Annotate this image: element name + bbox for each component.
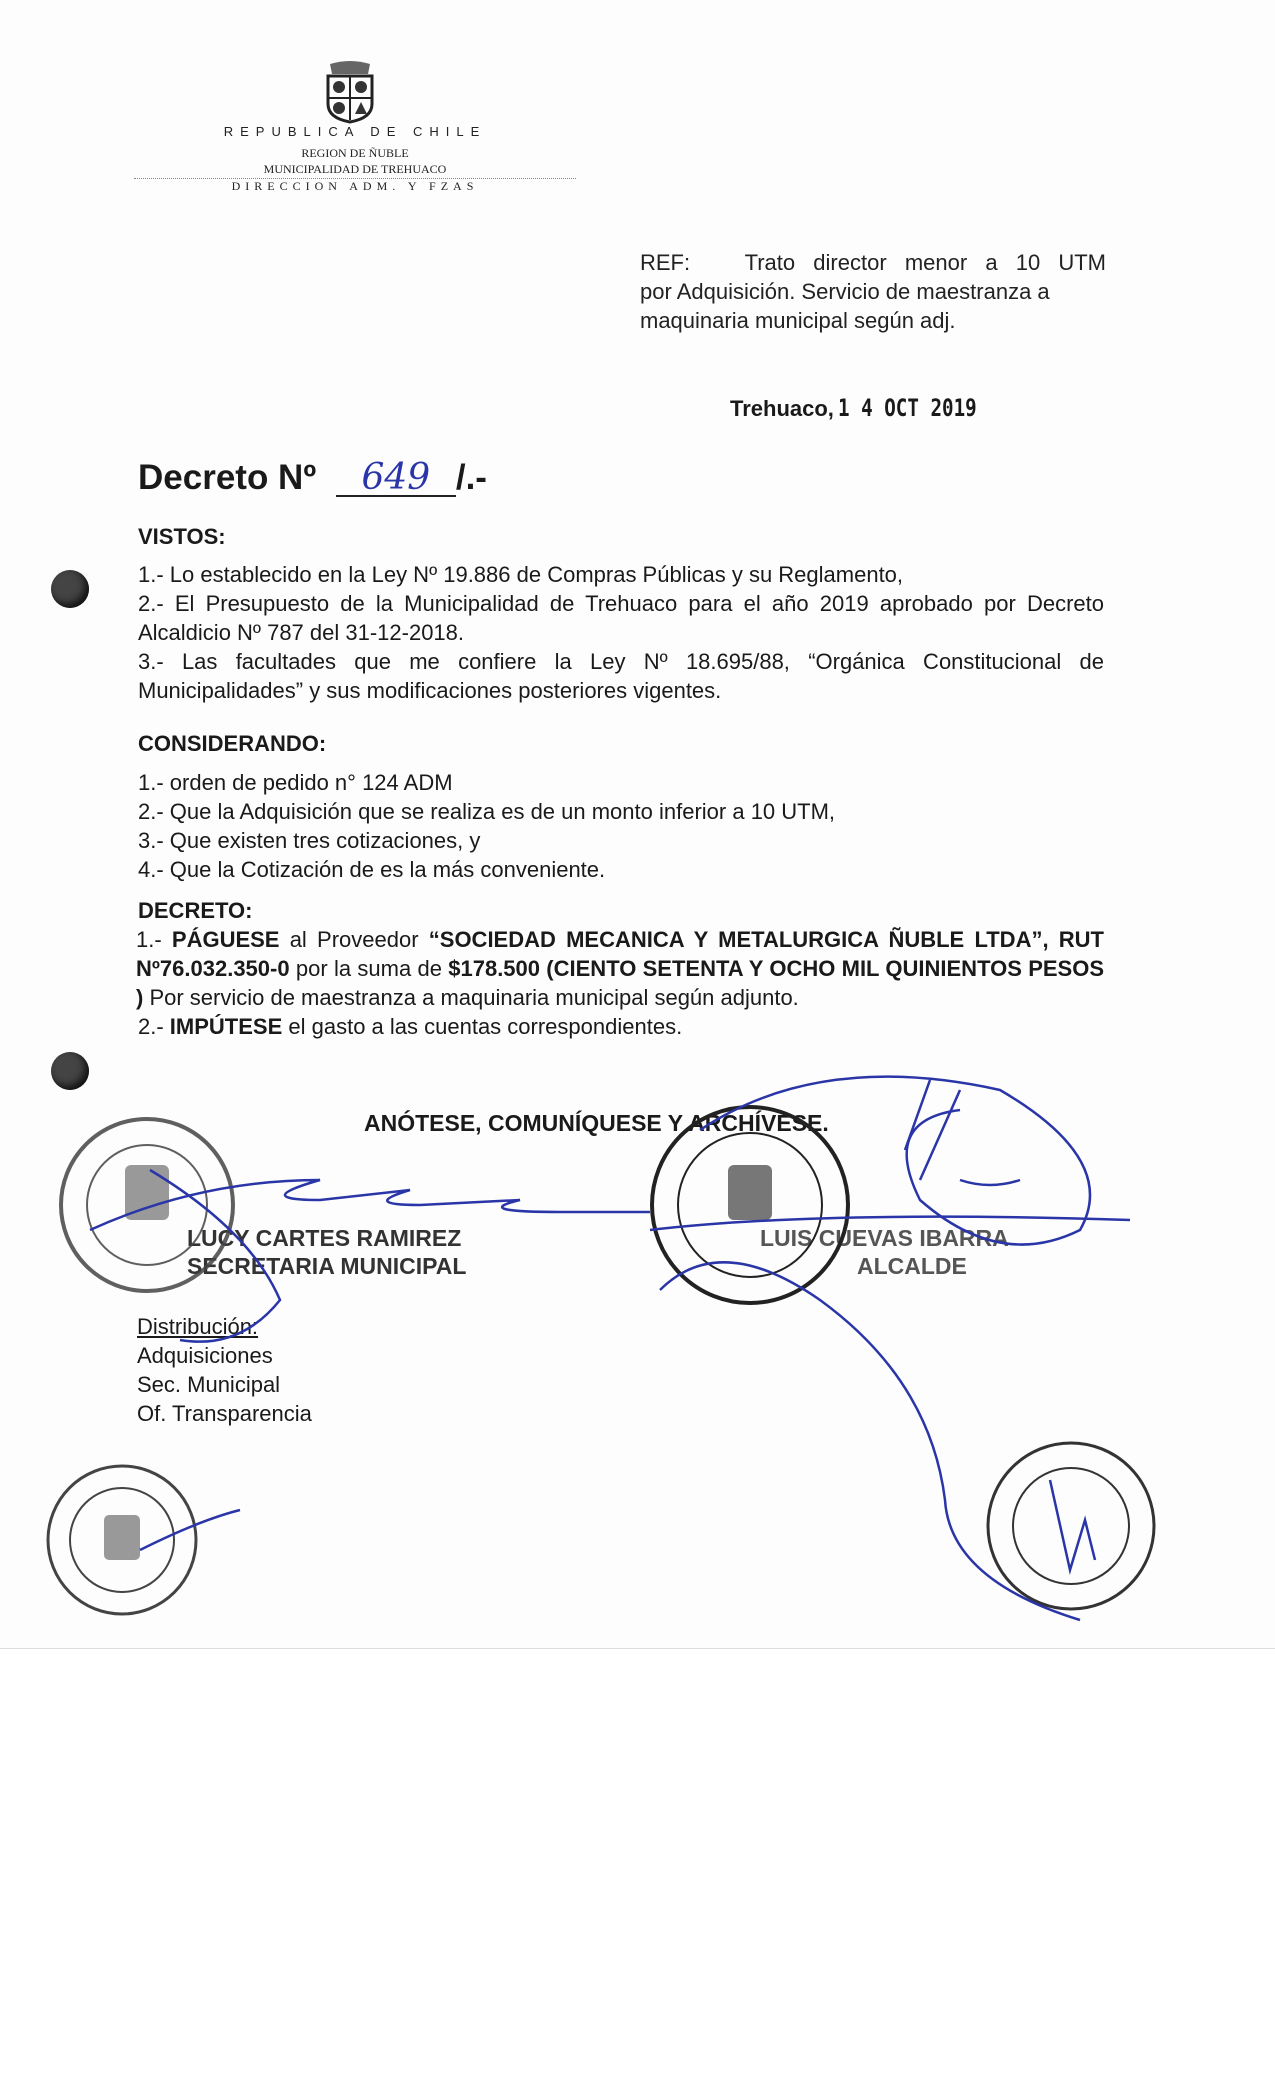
signatory-right-title: ALCALDE: [857, 1253, 967, 1279]
ref-line-3: maquinaria municipal según adj.: [640, 308, 956, 333]
decree-label: Decreto Nº: [138, 458, 317, 497]
item-prefix: 2.-: [138, 1014, 170, 1039]
signatory-left-title: SECRETARIA MUNICIPAL: [187, 1253, 467, 1279]
provider-name: “SOCIEDAD MECANICA Y METALURGICA ÑUBLE LTDA”, RUT Nº76.032.350-0: [136, 927, 1104, 981]
item-text: por la suma de: [289, 956, 449, 981]
distribution-item: Of. Transparencia: [137, 1401, 312, 1426]
control-unit-stamp-icon: [988, 1443, 1154, 1609]
secretary-stamp-icon: [61, 1119, 233, 1291]
item-verb: IMPÚTESE: [169, 1014, 283, 1039]
header-department: DIRECCION ADM. Y FZAS: [231, 179, 479, 193]
signatory-right-name: LUIS CUEVAS IBARRA: [760, 1225, 1009, 1251]
ref-label: REF:: [640, 250, 691, 275]
item-text: Por servicio de maestranza a maquinaria municipal según adjunto.: [143, 985, 799, 1010]
header-country: REPUBLICA DE CHILE: [223, 124, 487, 139]
distribution-item: Adquisiciones: [137, 1343, 273, 1368]
distribution-item: Sec. Municipal: [137, 1372, 281, 1397]
ref-line-2: por Adquisición. Servicio de maestranza a: [640, 279, 1050, 304]
item-verb: PÁGUESE: [171, 927, 280, 952]
considerando-item: 1.- orden de pedido n° 124 ADM: [138, 770, 453, 795]
decree-suffix: /.-: [455, 458, 487, 497]
ref-line-1: Trato director menor a 10 UTM: [744, 250, 1107, 275]
bottom-left-stamp-icon: [48, 1466, 196, 1614]
item-prefix: 1.-: [136, 927, 172, 952]
date-stamp: 1 4 OCT 2019: [838, 394, 978, 422]
vistos-item: 1.- Lo establecido en la Ley Nº 19.886 de Compras Públicas y su Reglamento,: [138, 562, 904, 587]
header-region: REGION DE ÑUBLE: [301, 146, 409, 160]
handwritten-signature-icon: [90, 1077, 1130, 1620]
considerando-title: CONSIDERANDO:: [138, 731, 327, 756]
vistos-item: 3.- Las facultades que me confiere la Ley Nº 18.695/88, “Orgánica Constitucional de Municipalidades” y sus modificaciones posteriores vigentes.: [138, 649, 1104, 703]
considerando-item: 4.- Que la Cotización de es la más conveniente.: [138, 857, 606, 882]
closing-formula: ANÓTESE, COMUNÍQUESE Y ARCHÍVESE.: [364, 1110, 829, 1136]
decreto-title: DECRETO:: [138, 898, 253, 923]
item-text: el gasto a las cuentas correspondientes.: [282, 1014, 683, 1039]
vistos-title: VISTOS:: [138, 524, 226, 549]
payment-amount: $178.500 (CIENTO SETENTA Y OCHO MIL QUINIENTOS PESOS ): [136, 956, 1104, 1010]
decree-number: 649: [336, 461, 456, 497]
considerando-item: 3.- Que existen tres cotizaciones, y: [138, 828, 481, 853]
vistos-item: 2.- El Presupuesto de la Municipalidad de Trehuaco para el año 2019 aprobado por Decreto Alcaldicio Nº 787 del 31-12-2018.: [138, 591, 1104, 645]
item-text: al Proveedor: [279, 927, 429, 952]
date-place: Trehuaco,: [730, 396, 834, 421]
considerando-item: 2.- Que la Adquisición que se realiza es de un monto inferior a 10 UTM,: [138, 799, 836, 824]
distribution-title: Distribución:: [137, 1314, 259, 1339]
signatory-left-name: LUCY CARTES RAMIREZ: [187, 1225, 462, 1251]
header-municipality: MUNICIPALIDAD DE TREHUACO: [263, 162, 447, 176]
